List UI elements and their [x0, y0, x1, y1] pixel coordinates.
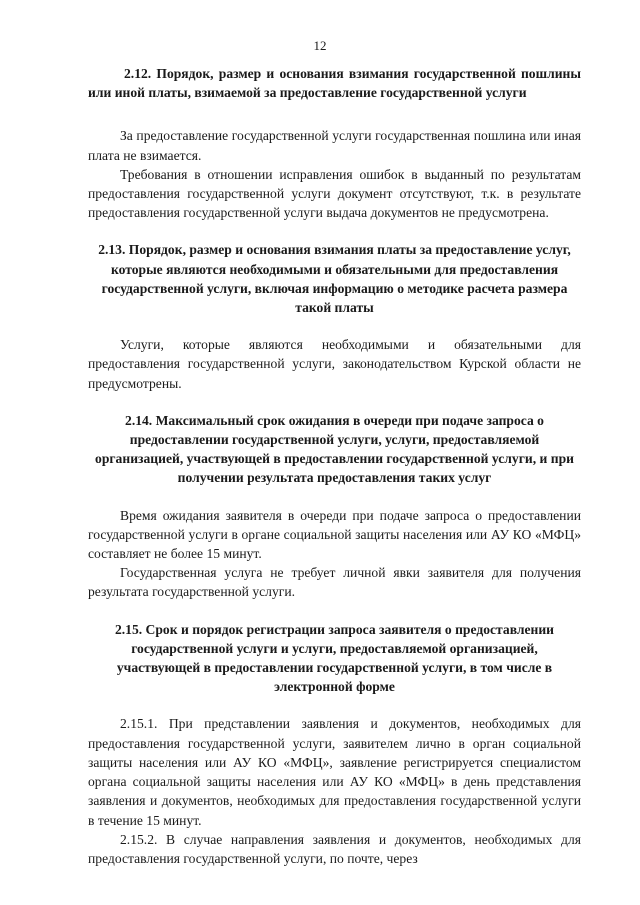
section-heading-2-14: 2.14. Максимальный срок ожидания в очереди при подаче запроса о предоставлении государственной услуги, услуги, предоставляемой организацией, участвующей в предоставлении государственной услуги, и при получении результата предоставления таких услуг: [95, 412, 574, 486]
paragraph-2-15-1: 2.15.1. При представлении заявления и документов, необходимых для предоставления государственной услуги, заявителем лично в орган социальной защиты населения или АУ КО «МФЦ», заявление регистрируется специалистом органа социальной защиты населения или АУ КО «МФЦ» в день представления заявления и документов, необходимых для предоставления государственной услуги в течение 15 минут.: [88, 716, 581, 828]
section-heading-2-13: 2.13. Порядок, размер и основания взимания платы за предоставление услуг, которые являются необходимыми и обязательными для предоставления государственной услуги, включая информацию о методике расчета размера такой платы: [98, 242, 571, 316]
section-heading-2-15: 2.15. Срок и порядок регистрации запроса заявителя о предоставлении государственной услуги и услуги, предоставляемой организацией, участвующей в предоставлении государственной услуги, в том числе в электронной форме: [114, 621, 555, 695]
page-number: 12: [313, 38, 327, 53]
paragraph-2-15-2: 2.15.2. В случае направления заявления и документов, необходимых для предоставления государственной услуги, по почте, через: [88, 831, 581, 866]
paragraph-2-12-fee: За предоставление государственной услуги государственная пошлина или иная плата не взимается.: [88, 128, 581, 163]
paragraph-2-14-personal: Государственная услуга не требует личной явки заявителя для получения результата государственной услуги.: [88, 565, 581, 600]
paragraph-2-13-services: Услуги, которые являются необходимыми и обязательными для предоставления государственной услуги, законодательством Курской области не предусмотрены.: [88, 337, 581, 391]
section-heading-2-12: 2.12. Порядок, размер и основания взимания государственной пошлины или иной платы, взимаемой за предоставление государственной услуги: [88, 66, 581, 101]
paragraph-2-12-errors: Требования в отношении исправления ошибок в выданный по результатам предоставления государственной услуги документ отсутствуют, т.к. в результате предоставления государственной услуги выдача документов не предусмотрена.: [88, 166, 581, 221]
document-body: [88, 64, 581, 868]
paragraph-2-14-waiting: Время ожидания заявителя в очереди при подаче запроса о предоставлении государственной услуги в органе социальной защиты населения или АУ КО «МФЦ» составляет не более 15 минут.: [88, 507, 581, 562]
